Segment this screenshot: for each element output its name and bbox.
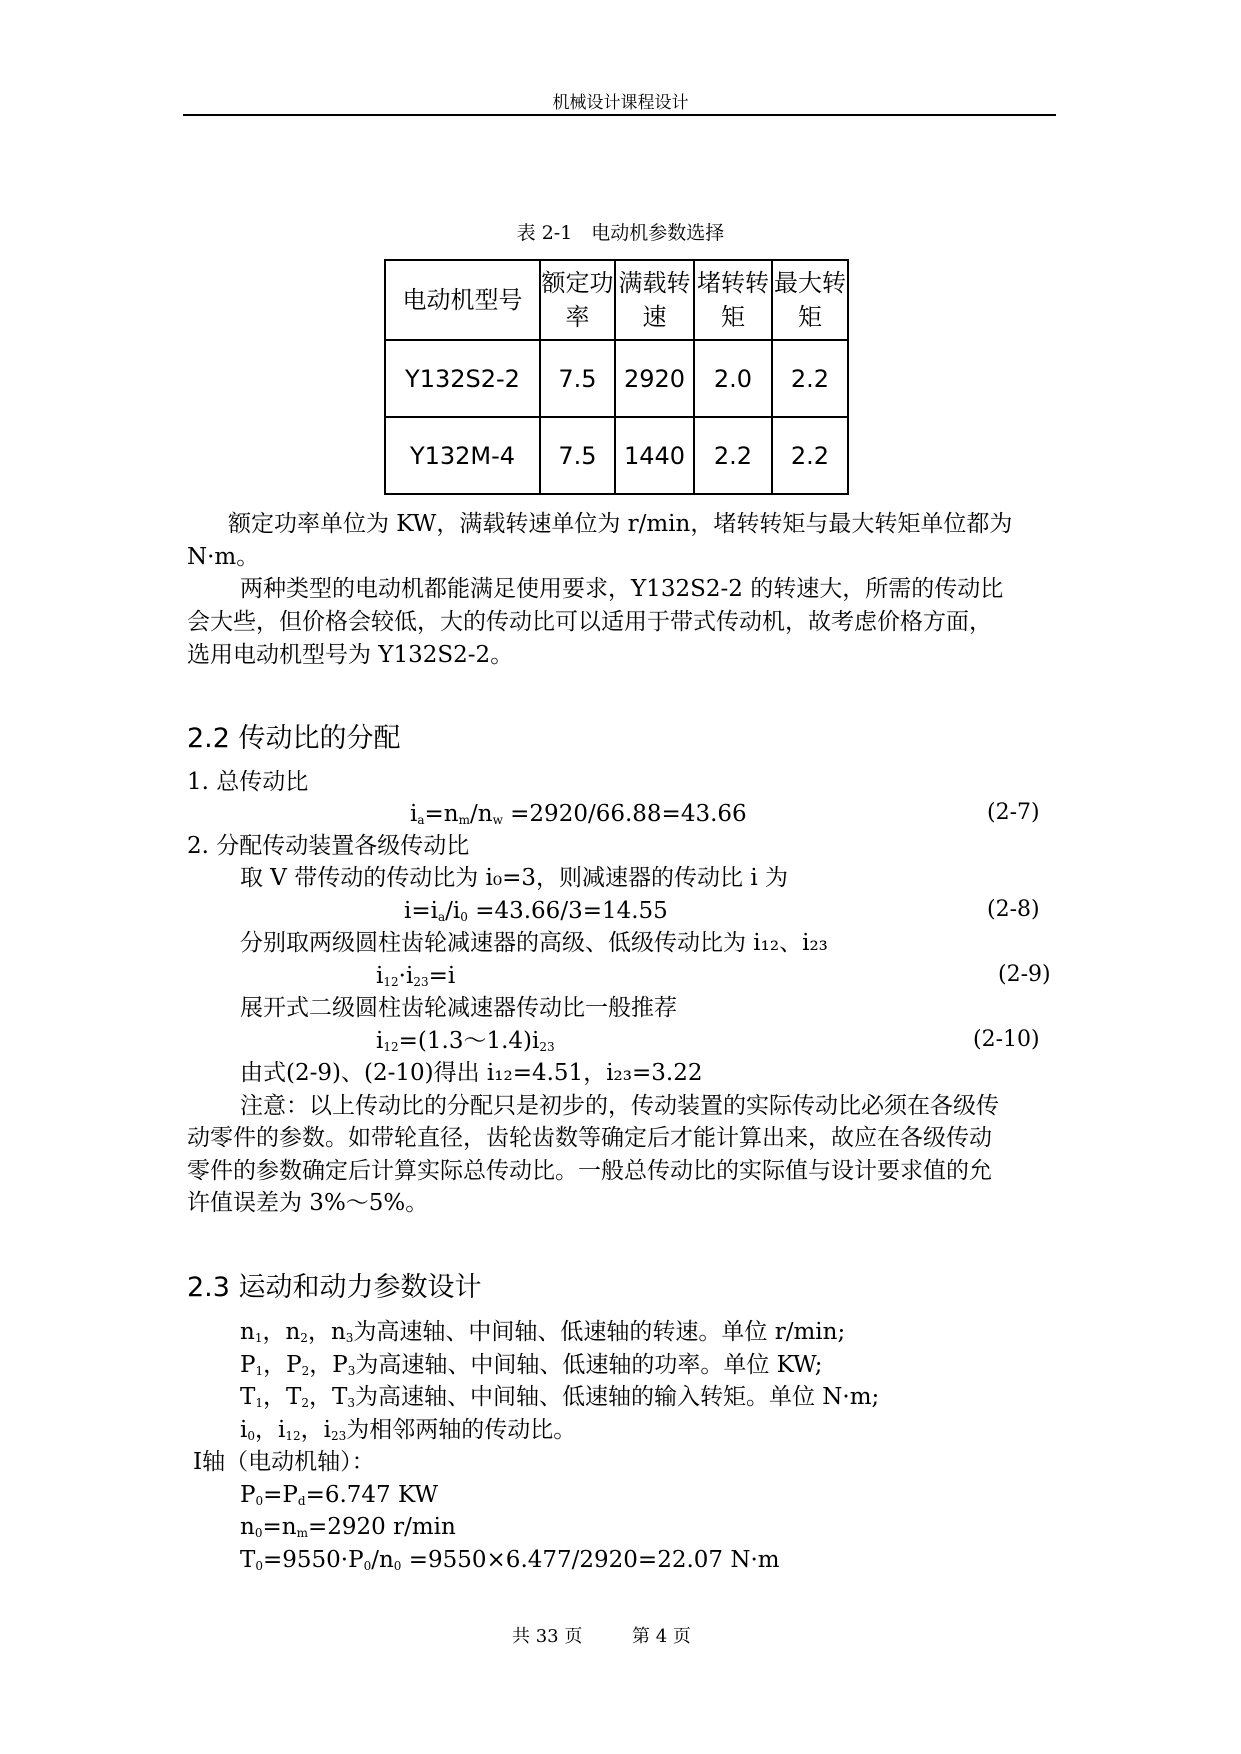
section-heading-2-2: 2.2 传动比的分配 xyxy=(187,723,401,754)
table-cell: 7.5 xyxy=(540,417,615,494)
symbol-def-text: 为高速轴、中间轴、低速轴的输入转矩。单位 N·m; xyxy=(354,1384,880,1410)
note-paragraph-line: 许值误差为 3%～5%。 xyxy=(187,1190,429,1216)
table-cell: 2.2 xyxy=(694,417,772,494)
symbol-def-line-n: $n_1$，$n_2$，$n_3$为高速轴、中间轴、低速轴的转速。单位 r/min; xyxy=(240,1319,846,1345)
symbol-def-line-i: $i_0$，$i_{12}$，$i_{23}$为相邻两轴的传动比。 xyxy=(240,1417,577,1443)
symbol-def-text: 为高速轴、中间轴、低速轴的功率。单位 KW; xyxy=(355,1352,823,1378)
symbol-def-text: 为高速轴、中间轴、低速轴的转速。单位 r/min; xyxy=(353,1319,846,1345)
note-paragraph-line: 动零件的参数。如带轮直径，齿轮齿数等确定后才能计算出来，故应在各级传动 xyxy=(187,1125,992,1151)
note-paragraph-line: 零件的参数确定后计算实际总传动比。一般总传动比的实际值与设计要求值的允 xyxy=(187,1158,992,1184)
motor-params-table xyxy=(384,259,849,495)
symbol-def-line-p: $P_1$，$P_2$，$P_3$为高速轴、中间轴、低速轴的功率。单位 KW; xyxy=(240,1352,823,1378)
table-header-cell: 最大转矩 xyxy=(772,260,848,340)
section-heading-2-3: 2.3 运动和动力参数设计 xyxy=(187,1272,482,1303)
table-cell: 2.2 xyxy=(772,340,848,417)
table-cell: 7.5 xyxy=(540,340,615,417)
table-header-cell: 堵转转矩 xyxy=(694,260,772,340)
symbol-def-line-t: $T_1$，$T_2$，$T_3$为高速轴、中间轴、低速轴的输入转矩。单位 N·m; xyxy=(240,1384,880,1410)
choice-paragraph-line: 会大些，但价格会较低，大的传动比可以适用于带式传动机，故考虑价格方面， xyxy=(187,609,992,635)
table-header-cell: 满载转速 xyxy=(615,260,694,340)
table-cell: 2.0 xyxy=(694,340,772,417)
equation-number: (2-7) xyxy=(987,800,1040,825)
page-header-title: 机械设计课程设计 xyxy=(552,93,689,113)
equation-number: (2-10) xyxy=(973,1027,1040,1052)
table-row xyxy=(385,417,848,494)
table-cell: Y132M-4 xyxy=(385,417,540,494)
speed-value: =2920 r/min xyxy=(307,1514,456,1540)
header-rule xyxy=(183,114,1056,116)
table-cell: 2920 xyxy=(615,340,694,417)
equation-2-10: $i_{12}=(1.3\sim 1.4)i_{23}$ xyxy=(376,1028,555,1054)
shaft-1-power: $P_0=P_d=6.747$ KW xyxy=(240,1482,438,1508)
equation-2-7: $i_a=n_m/n_w =2920/66.88=43.66$ xyxy=(410,801,747,827)
symbol-def-text: 为相邻两轴的传动比。 xyxy=(346,1417,577,1443)
table-header-row xyxy=(385,260,848,340)
table-header-cell: 电动机型号 xyxy=(385,260,540,340)
table-cell: 1440 xyxy=(615,417,694,494)
recommend-line: 展开式二级圆柱齿轮减速器传动比一般推荐 xyxy=(240,995,677,1021)
choice-paragraph-line: 两种类型的电动机都能满足使用要求，Y132S2-2 的转速大，所需的传动比 xyxy=(240,576,1004,602)
power-value: =6.747 KW xyxy=(305,1482,438,1508)
choice-paragraph-line: 选用电动机型号为 Y132S2-2。 xyxy=(187,642,514,668)
equation-2-8: $i=i_a/i_0 =43.66/3=14.55$ xyxy=(404,898,668,924)
split-ratio-line: 分别取两级圆柱齿轮减速器的高级、低级传动比为 i₁₂、i₂₃ xyxy=(240,930,828,956)
equation-number: (2-9) xyxy=(998,962,1051,987)
footer-page-number: 第 4 页 xyxy=(632,1626,691,1647)
table-cell: 2.2 xyxy=(772,417,848,494)
table-header-cell: 额定功率 xyxy=(540,260,615,340)
units-paragraph-line: 额定功率单位为 KW，满载转速单位为 r/min，堵转转矩与最大转矩单位都为 xyxy=(228,511,1013,537)
table-caption: 表 2-1 电动机参数选择 xyxy=(516,222,725,244)
list-item-ratio-allocation: 2. 分配传动装置各级传动比 xyxy=(187,833,470,859)
result-line: 由式(2-9)、(2-10)得出 i₁₂=4.51，i₂₃=3.22 xyxy=(240,1060,703,1086)
footer-total-pages: 共 33 页 xyxy=(512,1626,583,1647)
units-paragraph-line: N·m。 xyxy=(187,544,260,570)
shaft-1-label: Ⅰ轴（电动机轴）： xyxy=(193,1449,375,1475)
list-item-total-ratio: 1. 总传动比 xyxy=(187,769,309,795)
equation-2-9: $i_{12}\cdot i_{23}=i$ xyxy=(376,963,456,989)
torque-value: =9550×6.477/2920=22.07 N·m xyxy=(408,1547,780,1573)
equation-number: (2-8) xyxy=(987,897,1040,922)
note-paragraph-line: 注意：以上传动比的分配只是初步的，传动装置的实际传动比必须在各级传 xyxy=(240,1093,999,1119)
table-cell: Y132S2-2 xyxy=(385,340,540,417)
v-belt-ratio-line: 取 V 带传动的传动比为 i₀=3，则减速器的传动比 i 为 xyxy=(240,865,789,891)
shaft-1-speed: $n_0=n_m=2920$ r/min xyxy=(240,1514,456,1540)
table-row xyxy=(385,340,848,417)
shaft-1-torque: $T_0=9550\cdot P_0/n_0 =9550\times 6.477/2920=22.07$ N·m xyxy=(240,1547,780,1573)
